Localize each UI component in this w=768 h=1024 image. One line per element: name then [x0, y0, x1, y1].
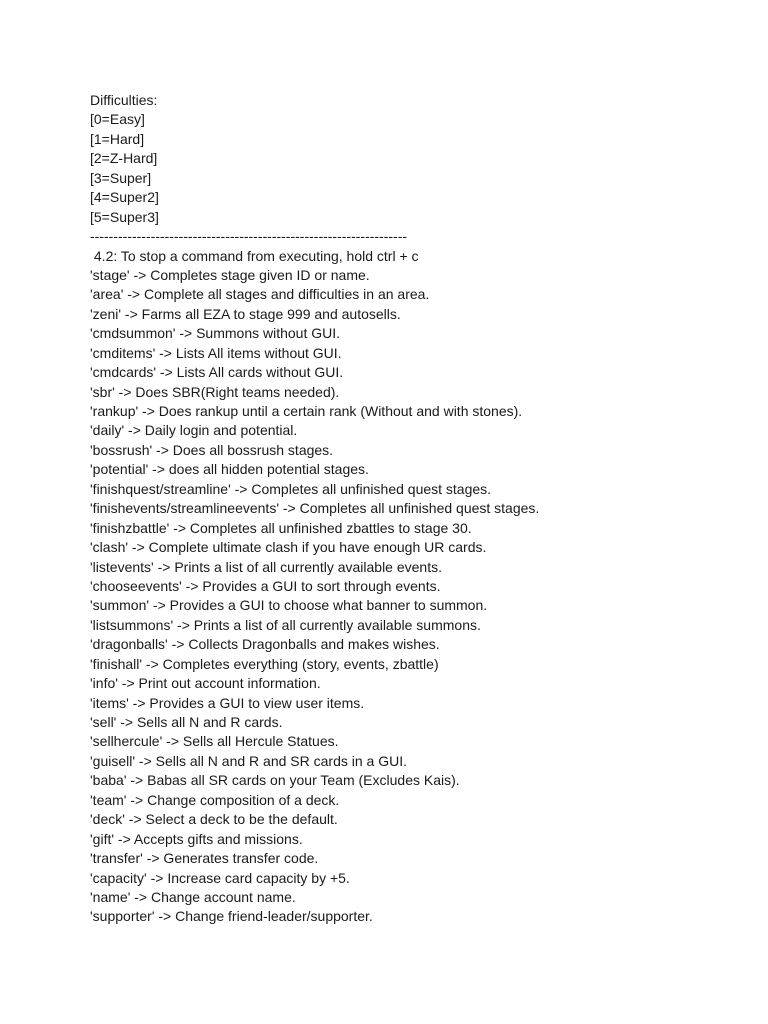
text-line: 'items' -> Provides a GUI to view user items. [90, 694, 365, 711]
text-line: 'summon' -> Provides a GUI to choose what banner to summon. [90, 597, 488, 614]
text-line: 'sbr' -> Does SBR(Right teams needed). [90, 383, 340, 400]
text-line: 'bossrush' -> Does all bossrush stages. [90, 441, 334, 458]
text-line: 'sell' -> Sells all N and R cards. [90, 714, 283, 730]
text-line: 'clash' -> Complete ultimate clash if you have enough UR cards. [90, 539, 487, 556]
text-line: 'guisell' -> Sells all N and R and SR cards in a GUI. [90, 752, 407, 769]
text-line: 'chooseevents' -> Provides a GUI to sort through events. [90, 577, 441, 594]
text-line: 'listevents' -> Prints a list of all currently available events. [90, 558, 442, 575]
text-line: 'finishevents/streamlineevents' -> Completes all unfinished quest stages. [90, 500, 540, 517]
text-line: 'name' -> Change account name. [90, 888, 296, 905]
text-line: 'finishall' -> Completes everything (story, events, zbattle) [90, 655, 439, 672]
text-line: [1=Hard] [90, 130, 145, 147]
text-line: 'rankup' -> Does rankup until a certain rank (Without and with stones). [90, 403, 523, 419]
text-line: 'zeni' -> Farms all EZA to stage 999 and autosells. [90, 305, 401, 322]
text-line: 'info' -> Print out account information. [90, 675, 321, 692]
text-line: [0=Easy] [90, 111, 145, 128]
text-line: 'daily' -> Daily login and potential. [90, 422, 298, 439]
text-line: [5=Super3] [90, 208, 159, 225]
text-line: 'sellhercule' -> Sells all Hercule Statues. [90, 733, 339, 750]
text-line: 'finishzbattle' -> Completes all unfinished zbattles to stage 30. [90, 519, 472, 536]
document-text [90, 91, 750, 927]
text-line: 'potential' -> does all hidden potential stages. [90, 461, 369, 478]
text-line: 'area' -> Complete all stages and difficulties in an area. [90, 286, 430, 303]
text-line: 'cmditems' -> Lists All items without GUI. [90, 344, 342, 361]
text-line: [2=Z-Hard] [90, 150, 158, 167]
text-line: 'finishquest/streamline' -> Completes all unfinished quest stages. [90, 480, 492, 497]
text-line: 4.2: To stop a command from executing, hold ctrl + c [90, 247, 419, 264]
text-line: 'supporter' -> Change friend-leader/supporter. [90, 908, 373, 925]
text-line: 'dragonballs' -> Collects Dragonballs and makes wishes. [90, 636, 440, 653]
text-line: 'stage' -> Completes stage given ID or name. [90, 266, 370, 283]
text-line: 'deck' -> Select a deck to be the default. [90, 811, 338, 828]
text-line: 'listsummons' -> Prints a list of all currently available summons. [90, 616, 481, 633]
text-line: 'capacity' -> Increase card capacity by +5. [90, 869, 350, 886]
separator-line: -------------------------------------------------------------------- [90, 228, 408, 245]
section-heading: Difficulties: [90, 92, 158, 108]
text-line: 'transfer' -> Generates transfer code. [90, 850, 319, 867]
text-line: 'team' -> Change composition of a deck. [90, 791, 340, 808]
text-line: 'cmdcards' -> Lists All cards without GUI. [90, 364, 344, 381]
text-line: [4=Super2] [90, 189, 159, 206]
text-line: 'cmdsummon' -> Summons without GUI. [90, 325, 341, 342]
text-line: 'gift' -> Accepts gifts and missions. [90, 830, 303, 847]
text-line: 'baba' -> Babas all SR cards on your Team (Excludes Kais). [90, 772, 460, 789]
text-line: [3=Super] [90, 169, 152, 186]
